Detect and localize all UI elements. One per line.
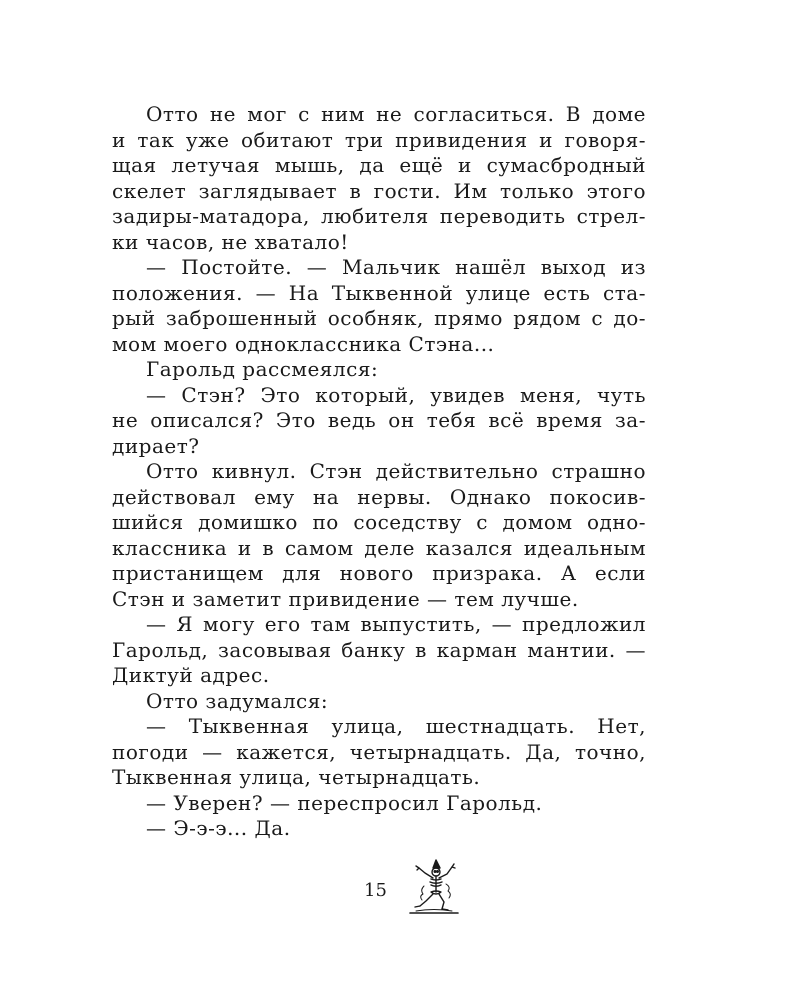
page-number: 15: [364, 880, 387, 901]
page-footer: [0, 872, 800, 922]
text-line-24: Отто задумался:: [146, 688, 329, 713]
text-line-13: не описался? Это ведь он тебя всё время за-: [112, 408, 646, 432]
text-line-3: щая летучая мышь, да ещё и сумасбродный: [112, 153, 646, 177]
text-line-19: пристанищем для нового призрака. А если: [112, 561, 646, 585]
text-line-1: Отто не мог с ним не согласиться. В доме: [146, 102, 646, 126]
text-line-14: дирает?: [112, 433, 200, 458]
text-line-29: — Э-э-э... Да.: [146, 816, 291, 840]
text-line-15: Отто кивнул. Стэн действительно страшно: [146, 459, 646, 483]
text-line-25: — Тыквенная улица, шестнадцать. Нет,: [146, 714, 646, 738]
text-line-21: — Я могу его там выпустить, — предложил: [146, 612, 646, 636]
text-line-4: скелет заглядывает в гости. Им только этого: [112, 178, 646, 203]
text-line-11: Гарольд рассмеялся:: [146, 357, 379, 381]
dancing-skeleton-icon: [406, 856, 462, 916]
text-line-23: Диктуй адрес.: [112, 663, 270, 687]
text-line-10: мом моего одноклассника Стэна...: [112, 331, 495, 356]
text-line-17: шийся домишко по соседству с домом одно-: [112, 510, 646, 534]
text-line-2: и так уже обитают три привидения и говоря-: [112, 127, 646, 152]
text-line-16: действовал ему на нервы. Однако покосив-: [112, 484, 646, 509]
text-line-6: ки часов, не хватало!: [112, 229, 349, 254]
text-line-28: — Уверен? — переспросил Гарольд.: [146, 790, 543, 815]
text-line-26: погоди — кажется, четырнадцать. Да, точно,: [112, 739, 646, 764]
text-line-5: задиры-матадора, любителя переводить стрел-: [112, 204, 646, 228]
text-line-27: Тыквенная улица, четырнадцать.: [112, 765, 481, 789]
body-text: [112, 102, 646, 842]
text-line-20: Стэн и заметит привидение — тем лучше.: [112, 586, 579, 611]
text-line-8: положения. — На Тыквенной улице есть ста-: [112, 280, 646, 305]
text-line-12: — Стэн? Это который, увидев меня, чуть: [146, 382, 646, 407]
text-line-9: рый заброшенный особняк, прямо рядом с до-: [112, 306, 646, 330]
text-line-7: — Постойте. — Мальчик нашёл выход из: [146, 255, 646, 279]
text-line-18: классника и в самом деле казался идеальным: [112, 535, 646, 560]
text-line-22: Гарольд, засовывая банку в карман мантии. —: [112, 637, 646, 662]
